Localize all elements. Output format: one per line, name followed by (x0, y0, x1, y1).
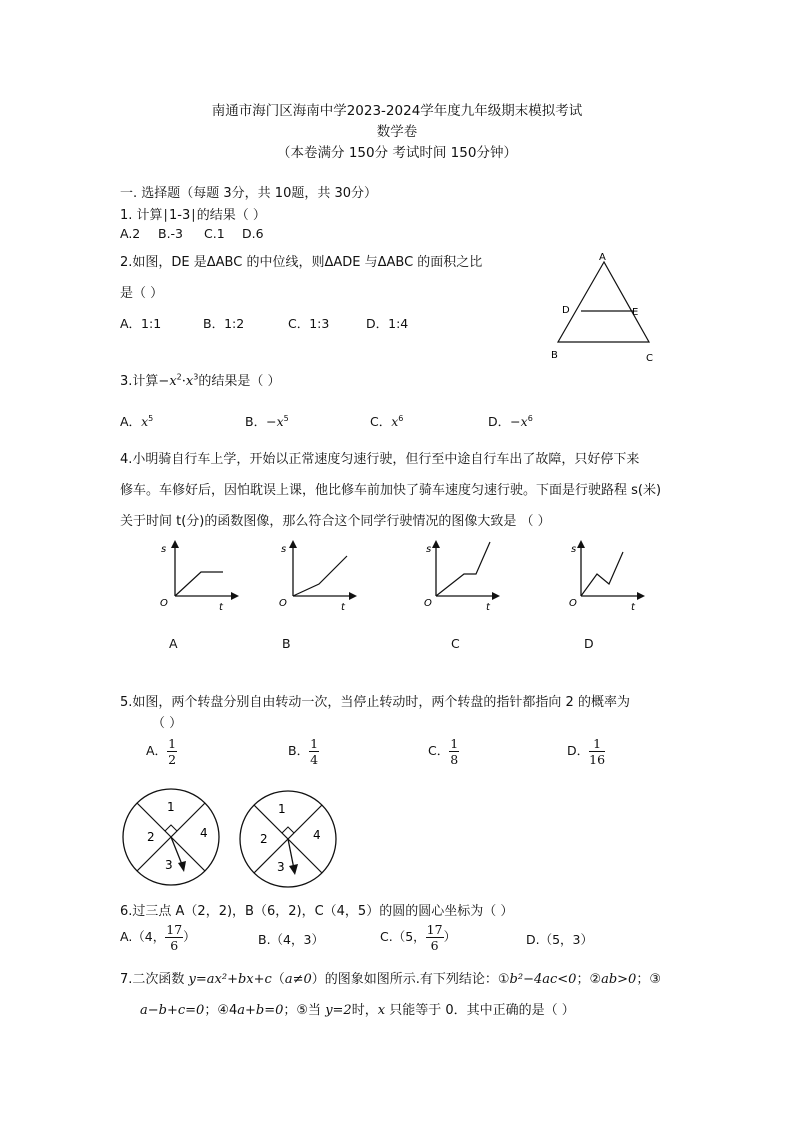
q1-stem: 1. 计算∣1-3∣的结果（ ） (120, 208, 266, 223)
fraction: $\frac{17}{6}$ (166, 922, 183, 953)
q1-option-b: B.-3 (158, 226, 184, 241)
q5-spinner-right (237, 789, 339, 891)
q4-graph-a (155, 538, 245, 618)
label-e: E (632, 307, 639, 318)
q4-graph-b (273, 538, 363, 618)
exam-note: （本卷满分 150分 考试时间 150分钟） (277, 145, 517, 161)
x-arrow (349, 592, 357, 600)
fraction: $\frac{1}{16}$ (589, 736, 606, 767)
q3-option-b: B．$-x^5$ (245, 413, 289, 429)
fraction: $\frac{1}{4}$ (310, 736, 319, 767)
graph-a-path (175, 572, 223, 596)
q3-x1: x (169, 374, 177, 389)
fraction: $\frac{1}{2}$ (168, 736, 177, 767)
label-b: B (551, 350, 558, 361)
svg-text:4: 4 (200, 826, 208, 840)
graph-c-path (436, 542, 490, 596)
x-label: t (486, 602, 490, 613)
exam-subject: 数学卷 (376, 124, 418, 140)
x-label: t (341, 602, 345, 613)
q3-exp1: 2 (176, 372, 182, 382)
label-d: D (562, 305, 570, 316)
q3-x2: x (185, 374, 194, 389)
y-arrow (171, 540, 179, 548)
q4-option-c-label: C (451, 636, 460, 651)
q4-line1: 4.小明骑自行车上学，开始以正常速度匀速行驶，但行至中途自行车出了故障，只好停下来 (120, 452, 640, 467)
label-c: C (646, 353, 653, 364)
y-label: s (571, 544, 577, 555)
q3-option-d: D．$-x^6$ (488, 413, 533, 429)
q6-option-c: C.（5， $\frac{17}{6}$ ） (380, 922, 457, 953)
q6-option-b: B.（4，3） (258, 932, 324, 947)
q6-option-a: A.（4， $\frac{17}{6}$ ） (120, 922, 196, 953)
q2-option-c: C．1:3 (288, 316, 330, 331)
q6-stem: 6.过三点 A（2，2)，B（6，2)，C（4，5）的圆的圆心坐标为（ ） (120, 904, 514, 919)
q3-dot: · (181, 374, 186, 389)
svg-text:1: 1 (167, 800, 175, 814)
svg-text:4: 4 (313, 828, 321, 842)
q3-exp2: 3 (193, 372, 199, 382)
q5-spinner-left (120, 787, 222, 889)
q4-option-a-label: A (169, 636, 178, 651)
label-a: A (599, 252, 606, 263)
x-label: t (219, 602, 223, 613)
q7-line2: a−b+c=0；④4a+b=0；⑤当 y=2时，x 只能等于 0．其中正确的是（ ） (140, 1003, 575, 1018)
origin-label: O (279, 598, 287, 609)
triangle-abc (558, 262, 649, 342)
q6-option-d: D.（5，3） (526, 932, 594, 947)
origin-label: O (160, 598, 168, 609)
q2-option-b: B．1:2 (203, 316, 245, 331)
q2-option-a: A．1:1 (120, 316, 162, 331)
svg-text:2: 2 (260, 832, 268, 846)
q2-stem-line1: 2.如图，DE 是ΔABC 的中位线，则ΔADE 与ΔABC 的面积之比 (120, 255, 483, 270)
section-heading: 一. 选择题（每题 3分，共 10题，共 30分） (120, 186, 378, 201)
q5-option-d: D． $\frac{1}{16}$ (567, 736, 606, 767)
q4-line3: 关于时间 t(分)的函数图像，那么符合这个同学行驶情况的图像大致是 （ ） (120, 514, 551, 529)
q1-option-a: A.2 (120, 226, 141, 241)
svg-text:3: 3 (277, 860, 285, 874)
q3-stem (120, 370, 280, 389)
q3-stem-suffix: 的结果是（ ） (198, 374, 281, 389)
y-label: s (281, 544, 287, 555)
q5-line2: （ ） (152, 716, 183, 731)
q5-line1: 5.如图，两个转盘分别自由转动一次，当停止转动时，两个转盘的指针都指向 2 的概率为 (120, 695, 630, 710)
svg-text:2: 2 (147, 830, 155, 844)
y-arrow (577, 540, 585, 548)
graph-d-path (581, 552, 623, 596)
y-arrow (432, 540, 440, 548)
q7-line1: 7.二次函数 y=ax²+bx+c（a≠0）的图象如图所示.有下列结论：①b²−4ac<0；②ab>0；③ (120, 972, 661, 987)
exam-title: 南通市海门区海南中学2023-2024学年度九年级期末模拟考试 (211, 103, 583, 119)
q4-option-b-label: B (282, 636, 291, 651)
pointer-arrow (178, 861, 186, 872)
origin-label: O (424, 598, 432, 609)
q2-triangle-figure (545, 248, 665, 366)
svg-text:1: 1 (278, 802, 286, 816)
fraction: $\frac{1}{8}$ (450, 736, 459, 767)
x-arrow (637, 592, 645, 600)
q5-option-c: C． $\frac{1}{8}$ (428, 736, 459, 767)
q4-graph-c (418, 538, 508, 618)
x-label: t (631, 602, 635, 613)
graph-b-path (293, 556, 347, 596)
y-arrow (289, 540, 297, 548)
fraction: $\frac{17}{6}$ (426, 922, 443, 953)
q2-stem-line2: 是（ ） (120, 286, 164, 301)
q5-option-a: A． $\frac{1}{2}$ (146, 736, 177, 767)
q3-minus: − (158, 374, 170, 389)
q3-option-c: C．$x^6$ (370, 413, 404, 429)
x-arrow (231, 592, 239, 600)
q3-option-a: A．$x^5$ (120, 413, 154, 429)
y-label: s (161, 544, 167, 555)
q2-option-d: D．1:4 (366, 316, 409, 331)
q4-graph-d (563, 538, 653, 618)
origin-label: O (569, 598, 577, 609)
q3-stem-prefix: 3.计算 (120, 374, 159, 389)
q1-option-d: D.6 (242, 226, 264, 241)
svg-text:3: 3 (165, 858, 173, 872)
q1-option-c: C.1 (204, 226, 225, 241)
y-label: s (426, 544, 432, 555)
pointer-arrow (289, 864, 298, 875)
q4-line2: 修车。车修好后，因怕耽误上课，他比修车前加快了骑车速度匀速行驶。下面是行驶路程 s(米) (120, 483, 662, 498)
q4-option-d-label: D (584, 636, 594, 651)
q5-option-b: B． $\frac{1}{4}$ (288, 736, 319, 767)
x-arrow (492, 592, 500, 600)
